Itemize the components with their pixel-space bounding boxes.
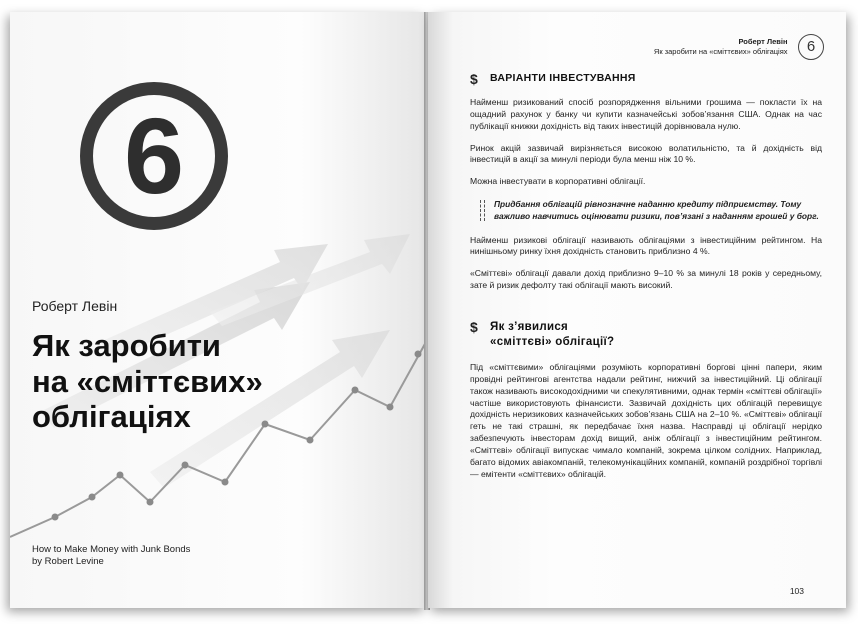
chapter-title-line: облігаціях: [32, 399, 191, 435]
paragraph: Найменш ризикові облігації називають облігаціями з інвестиційним рейтингом. На нинішньому ринку їхня дохідність становить приблизно 4 %.: [470, 234, 822, 257]
section-heading: [470, 72, 822, 86]
paragraph: Найменш ризикований спосіб розпорядження вільними грошима — покласти їх на ощадний рахунок у банку чи купити казначейські зобов’язання США. Однак на час публікації книжки дохідність від таких інвестицій дорівнювала нулю.: [470, 97, 822, 131]
paragraph: Ринок акцій зазвичай вирізняється високою волатильністю, та й дохідність від інвестицій в акції за минулі періоди була менш ніж 10 %.: [470, 142, 822, 165]
chapter-title-line: Як заробити: [32, 328, 221, 363]
header-chapter-badge: 6: [798, 34, 824, 60]
section-title-line: Як з’явилися: [490, 320, 569, 333]
quote-bar-decoration: [480, 200, 485, 220]
paragraph: «Сміттєві» облігації давали дохід приблизно 9–10 % за минулі 18 років у середньому, зате й ризик дефолту такі облігації мають високий.: [470, 268, 822, 291]
original-author-line: by Robert Levine: [32, 556, 104, 568]
right-page: [428, 12, 846, 608]
left-page: [10, 12, 426, 608]
header-title: Як заробити на «сміттєвих» облігаціях: [653, 47, 788, 56]
section-title: ВАРІАНТИ ІНВЕСТУВАННЯ: [490, 72, 636, 84]
quote-text: Придбання облігацій рівнозначне наданню кредиту підприємству. Тому важливо навчитись оцінювати ризики, пов’язані з наданням грошей у борг.: [494, 199, 819, 222]
running-header: [654, 34, 824, 60]
chapter-title: [32, 328, 372, 435]
key-idea-quote: [480, 198, 822, 222]
section-title: [490, 320, 614, 351]
header-author: Роберт Левін: [738, 36, 788, 46]
original-title: [32, 544, 190, 569]
original-title-line: How to Make Money with Junk Bonds: [32, 544, 191, 555]
open-book: [10, 12, 846, 610]
page-number: 103: [789, 586, 804, 596]
paragraph: Під «сміттєвими» облігаціями розуміють корпоративні боргові цінні папери, яким провідні рейтингові агентства надали рейтинг, нижчий за інвестиційний. Ці облігації також називають високодохідними чи спекулятивними, однак термін «сміттєві облігації» частіше використовують фінансисти. Зазвичай дохідність цих облігацій перевищує дохідність неризикових казначейських зобов’язань США на 2–10 %. «Сміттєві» облігації геть не такі страшні, як передбачає їхня назва. Насправді ці облігації нерідко забезпечують інвесторам дохід вищий, аніж облігації з інвестиційним рейтингом. «Сміттєві» облігації випускає чимало компаній, зокрема цілком солідних. Наприклад, багато відомих авіакомпаній, телекомунікаційних компаній, компаній роздрібної торгівлі — емітенти «сміттєвих» облігацій.: [470, 362, 822, 479]
chapter-number-badge: [80, 82, 228, 230]
author-name: Роберт Левін: [32, 298, 118, 314]
dollar-icon: $: [470, 71, 478, 87]
paragraph: Можна інвестувати в корпоративні облігації.: [470, 176, 646, 187]
section-title-line: «сміттєві» облігації?: [490, 336, 615, 349]
chapter-number: 6: [123, 95, 185, 216]
section-heading: [470, 320, 822, 351]
page-body: [470, 72, 822, 491]
dollar-icon: $: [470, 318, 478, 335]
chapter-title-line: на «сміттєвих»: [32, 363, 263, 399]
